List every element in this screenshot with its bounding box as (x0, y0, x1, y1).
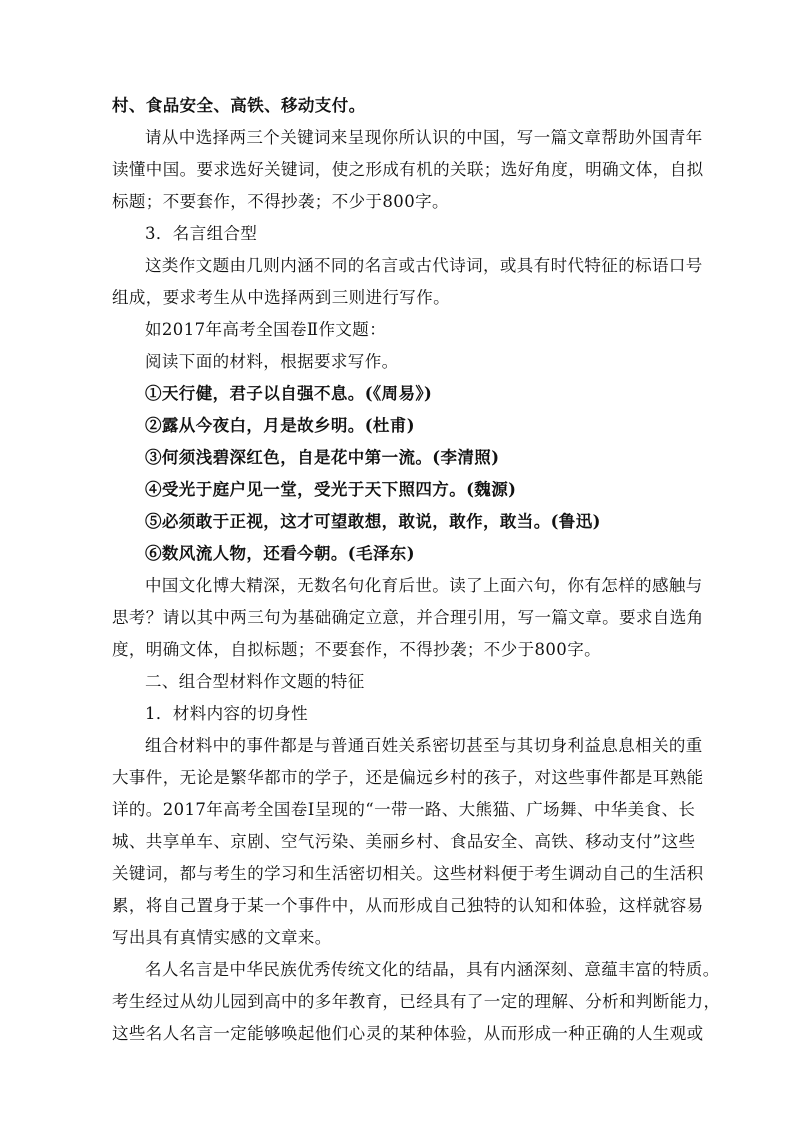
paragraph-line: 这些名人名言一定能够唤起他们心灵的某种体验，从而形成一种正确的人生观或 (112, 1024, 704, 1043)
document-page (112, 90, 721, 1050)
paragraph-line: 组成，要求考生从中选择两到三则进行写作。 (112, 288, 450, 307)
section-heading: 1．材料内容的切身性 (145, 704, 308, 723)
paragraph-line: 思考？请以其中两三句为基础确定立意，并合理引用，写一篇文章。要求自选角 (112, 608, 704, 627)
paragraph-line: 读懂中国。要求选好关键词，使之形成有机的关联；选好角度，明确文体，自拟 (112, 160, 704, 179)
quote-line: ④受光于庭户见一堂，受光于天下照四方。(魏源) (145, 480, 517, 499)
quote-line: ①天行健，君子以自强不息。(《周易》) (145, 384, 433, 403)
quote-line: ②露从今夜白，月是故乡明。(杜甫) (145, 416, 415, 435)
paragraph-line: 详的。2017年高考全国卷Ⅰ呈现的“一带一路、大熊猫、广场舞、中华美食、长 (112, 800, 696, 819)
paragraph-line: 组合材料中的事件都是与普通百姓关系密切甚至与其切身利益息息相关的重 (145, 736, 703, 755)
section-heading: 3．名言组合型 (145, 224, 258, 243)
text-line: 村、食品安全、高铁、移动支付。 (112, 96, 366, 115)
paragraph-line: 这类作文题由几则内涵不同的名言或古代诗词，或具有时代特征的标语口号 (145, 256, 703, 275)
paragraph-line: 大事件，无论是繁华都市的学子，还是偏远乡村的孩子，对这些事件都是耳熟能 (112, 768, 704, 787)
quote-line: ③何须浅碧深红色，自是花中第一流。(李清照) (145, 448, 500, 467)
paragraph-line: 写出具有真情实感的文章来。 (112, 928, 332, 947)
quote-line: ⑥数风流人物，还看今朝。(毛泽东) (145, 544, 415, 563)
paragraph-line: 度，明确文体，自拟标题；不要套作，不得抄袭；不少于800字。 (112, 640, 601, 659)
paragraph-line: 关键词，都与考生的学习和生活密切相关。这些材料便于考生调动自己的生活积 (112, 864, 704, 883)
paragraph-line: 阅读下面的材料，根据要求写作。 (145, 352, 399, 371)
quote-line: ⑤必须敢于正视，这才可望敢想，敢说，敢作，敢当。(鲁迅) (145, 512, 601, 531)
section-heading: 二、组合型材料作文题的特征 (145, 672, 365, 691)
paragraph-line: 城、共享单车、京剧、空气污染、美丽乡村、食品安全、高铁、移动支付”这些 (112, 832, 696, 851)
paragraph-line: 标题；不要套作，不得抄袭；不少于800字。 (112, 192, 449, 211)
paragraph-line: 累，将自己置身于某一个事件中，从而形成自己独特的认知和体验，这样就容易 (112, 896, 704, 915)
paragraph-line: 中国文化博大精深，无数名句化育后世。读了上面六句，你有怎样的感触与 (145, 576, 703, 595)
paragraph-line: 请从中选择两三个关键词来呈现你所认识的中国，写一篇文章帮助外国青年 (145, 128, 703, 147)
paragraph-line: 如2017年高考全国卷Ⅱ作文题： (145, 320, 387, 339)
paragraph-line: 名人名言是中华民族优秀传统文化的结晶，具有内涵深刻、意蕴丰富的特质。 (145, 960, 720, 979)
paragraph-line: 考生经过从幼儿园到高中的多年教育，已经具有了一定的理解、分析和判断能力， (112, 992, 721, 1011)
